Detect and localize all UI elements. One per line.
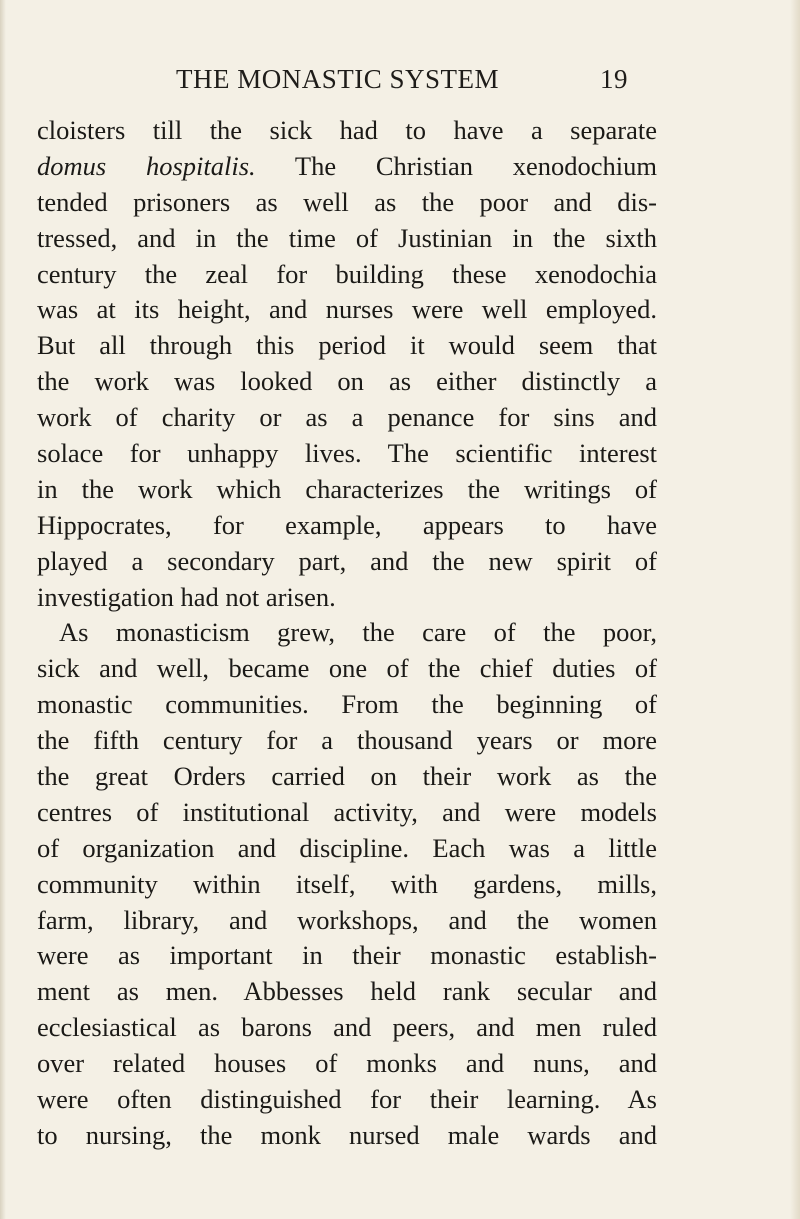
text-line: ecclesiastical as barons and peers, and men ruled [37, 1012, 657, 1043]
page-number: 19 [600, 64, 628, 94]
text-line: played a secondary part, and the new spirit of [37, 545, 657, 576]
text-line: century the zeal for building these xenodochia [37, 258, 657, 289]
running-title: THE MONASTIC SYSTEM [176, 64, 500, 94]
text-line: domus hospitalis. The Christian xenodochium [37, 150, 657, 181]
text-line: cloisters till the sick had to have a separate [37, 115, 657, 145]
text-line: farm, library, and workshops, and the women [37, 904, 657, 935]
text-line: ment as men. Abbesses held rank secular and [37, 976, 657, 1007]
text-line: monastic communities. From the beginning of [37, 689, 657, 720]
italic-phrase: domus hospitalis. [37, 150, 256, 181]
body-text [37, 113, 657, 1154]
text-line: to nursing, the monk nursed male wards and [37, 1119, 657, 1150]
text-line: community within itself, with gardens, mills, [37, 868, 657, 899]
text-line: in the work which characterizes the writings of [37, 473, 657, 504]
text-line: centres of institutional activity, and were models [37, 796, 657, 827]
text-line: investigation had not arisen. [37, 581, 336, 612]
text-line: work of charity or as a penance for sins and [37, 402, 657, 433]
page-header [0, 64, 800, 104]
text-line: the great Orders carried on their work as the [37, 761, 657, 792]
text-line: the work was looked on as either distinctly a [37, 366, 657, 397]
text-line: sick and well, became one of the chief duties of [37, 653, 657, 684]
text-line: was at its height, and nurses were well employed. [37, 294, 657, 325]
text-line: were as important in their monastic establish- [37, 940, 657, 971]
page-edge-right [790, 0, 800, 1219]
text-line: were often distinguished for their learning. As [37, 1084, 657, 1115]
text-line: As monasticism grew, the care of the poor, [59, 617, 657, 648]
text-line: solace for unhappy lives. The scientific interest [37, 438, 657, 469]
page-edge-left [0, 0, 6, 1219]
text-line: of organization and discipline. Each was a little [37, 832, 657, 863]
text-line: over related houses of monks and nuns, and [37, 1048, 657, 1079]
text-line: the fifth century for a thousand years or more [37, 725, 657, 756]
text-line: tressed, and in the time of Justinian in the sixth [37, 222, 657, 253]
text-line: tended prisoners as well as the poor and dis- [37, 186, 657, 217]
text-line: Hippocrates, for example, appears to have [37, 509, 657, 540]
text-line: But all through this period it would seem that [37, 330, 657, 361]
